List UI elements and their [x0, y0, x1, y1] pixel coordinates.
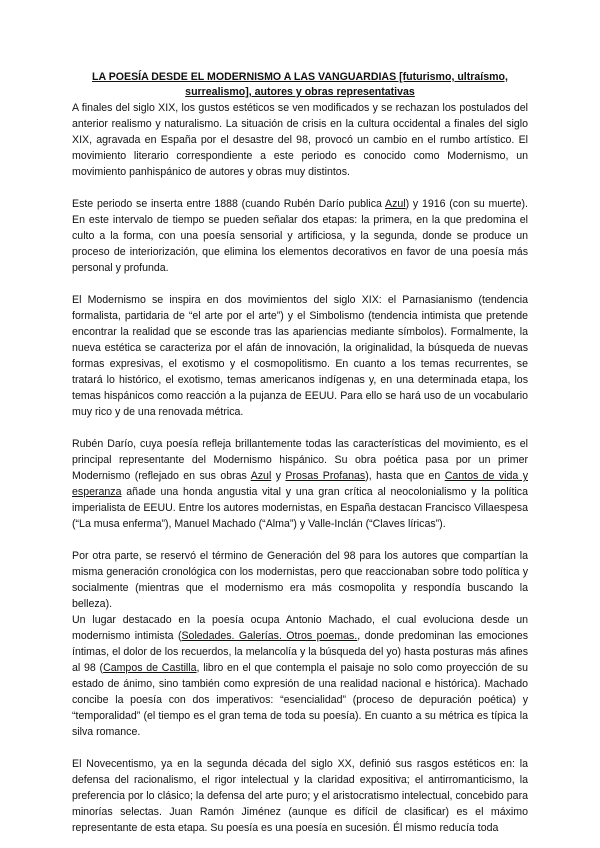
paragraph-periodo — [72, 196, 528, 276]
text-run: Un lugar destacado en la poesía ocupa Antonio Machado, el cual evoluciona desde un modernismo intimista ( — [72, 614, 528, 642]
text-run: y — [271, 470, 286, 482]
work-title-soledades: Soledades. Galerías. Otros poemas. — [181, 630, 358, 642]
paragraph-ruben-dario — [72, 436, 528, 532]
text-run: añade una honda angustia vital y una gran crítica al neocolonialismo y la política imperialista de EEUU. Entre los autores modernistas, en España destacan Francisco Villaespesa (“La musa enferma”), Manuel Machado (“Alma”) y Valle-Inclán (“Claves líricas”). — [72, 486, 528, 530]
text-run: , libro en el que contempla el paisaje no solo como proyección de su estado de ánimo, sino también como expresión de una realidad nacional e histórica). Machado concibe la poesía con dos imperativos: “esencialidad” (proceso de depuración poética) y “temporalidad” (el tiempo es el gran tema de toda su poesía). En cuanto a su métrica es típica la silva romance. — [72, 662, 528, 738]
work-title-prosas-profanas: Prosas Profanas — [285, 470, 366, 482]
paragraph-machado — [72, 612, 528, 740]
text-run: , donde predominan las emociones íntimas, el dolor de los recuerdos, la melancolía y la búsqueda del yo) hasta posturas más afines al 98 ( — [72, 630, 528, 674]
paragraph-influencias: El Modernismo se inspira en dos movimientos del siglo XIX: el Parnasianismo (tendencia formalista, partidaria de “el arte por el arte”) y el Simbolismo (tendencia intimista que pretende encontrar la realidad que se esconde tras las apariencias mediante símbolos). Formalmente, la nueva estética se caracteriza por el afán de innovación, la originalidad, la búsqueda de nuevas formas expresivas, el exotismo y el cosmopolitismo. En cuanto a los temas recurrentes, se tratará lo histórico, el exotismo, temas americanos indígenas y, en una determinada etapa, los temas hispánicos como reacción a la pujanza de EEUU. Para ello se hará uso de un vocabulario muy rico y de una renovada métrica. — [72, 294, 528, 418]
work-title-azul: Azul — [385, 198, 406, 210]
document-title: LA POESÍA DESDE EL MODERNISMO A LAS VANGUARDIAS [futurismo, ultraísmo, surrealismo], autores y obras representativas — [92, 71, 508, 98]
text-run: Rubén Darío, cuya poesía refleja brillantemente todas las características del movimiento, es el principal representante del Modernismo hispánico. Su obra poética pasa por un primer Modernismo (reflejado en sus obras — [72, 438, 528, 482]
document-body — [72, 100, 528, 836]
work-title-azul: Azul — [250, 470, 272, 482]
paragraph-intro: A finales del siglo XIX, los gustos estéticos se ven modificados y se rechazan los postulados del anterior realismo y naturalismo. La situación de crisis en la cultura occidental a finales del siglo XIX, agravada en España por el desastre del 98, provocó un cambio en el rumbo artístico. El movimiento literario correspondiente a este periodo es conocido como Modernismo, un movimiento panhispánico de autores y obras muy distintos. — [72, 102, 528, 178]
paragraph-novecentismo: El Novecentismo, ya en la segunda década del siglo XX, definió sus rasgos estéticos en: la defensa del racionalismo, el rigor intelectual y la claridad expositiva; el antirromanticismo, la preferencia por lo clásico; la defensa del arte puro; y el aristocratismo intelectual, concebido para minorías selectas. Juan Ramón Jiménez (aunque es difícil de clasificar) es el máximo representante de esta etapa. Su poesía es una poesía en sucesión. Él mismo reducía toda — [72, 758, 528, 834]
text-run: Este periodo se inserta entre 1888 (cuando Rubén Darío publica — [72, 198, 386, 210]
work-title-campos-de-castilla: Campos de Castilla — [103, 662, 197, 674]
text-run: ), hasta que en — [365, 470, 445, 482]
text-run: ) y 1916 (con su muerte). En este intervalo de tiempo se pueden señalar dos etapas: la primera, en la que predomina el culto a la forma, con una poesía sensorial y artificiosa, y la segunda, donde se produce un proceso de interiorización, que elimina los elementos decorativos en favor de una poesía más personal y profunda. — [72, 198, 528, 274]
paragraph-generacion-98: Por otra parte, se reservó el término de Generación del 98 para los autores que compartían la misma generación cronológica con los modernistas, pero que reaccionaban sobre todo política y socialmente (mientras que el modernismo era más cosmopolita y respondía buscando la belleza). — [72, 550, 528, 610]
work-title-cantos: Cantos de vida y esperanza — [72, 470, 528, 498]
